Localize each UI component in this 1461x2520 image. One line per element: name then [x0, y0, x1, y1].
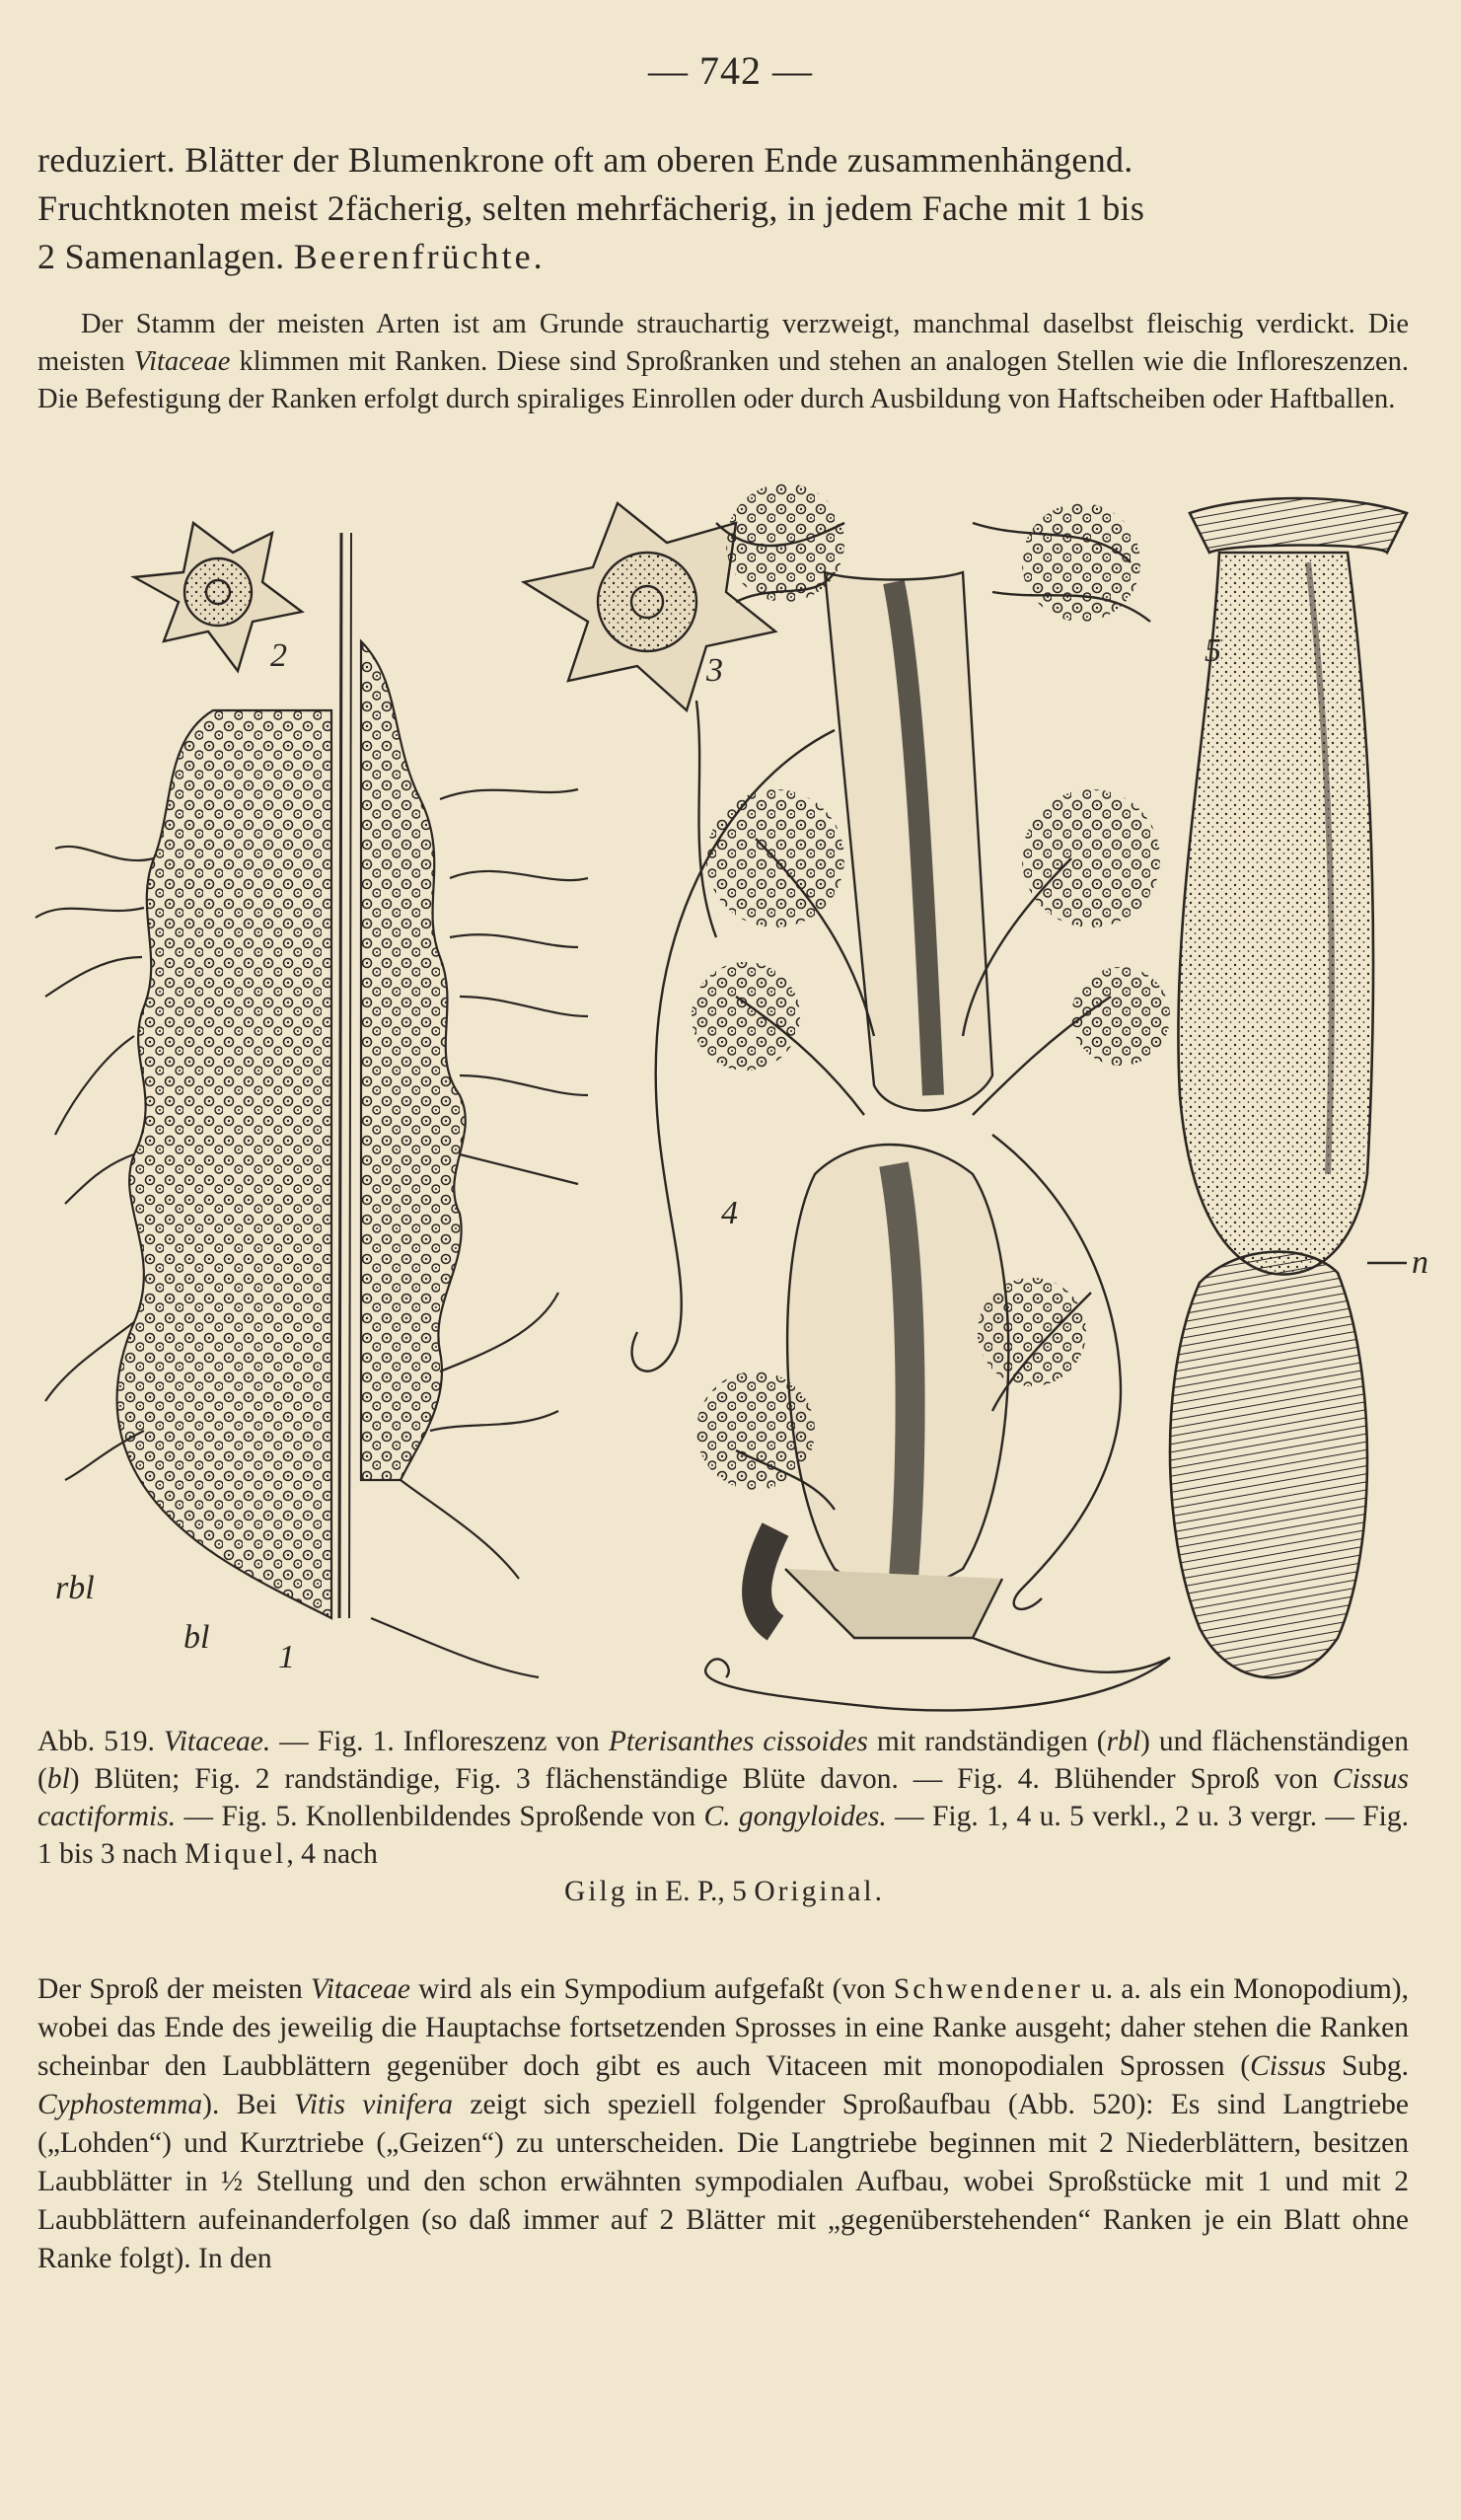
caption-original: Original	[754, 1876, 875, 1907]
caption-i5: Cissus cactiformis.	[37, 1763, 1409, 1832]
label-rbl: rbl	[55, 1570, 95, 1606]
caption-t1: Abb. 519.	[37, 1726, 164, 1757]
main-t2: wird als ein Sympodium aufgefaßt (von	[409, 1973, 894, 2005]
main-i4: Vitis vinifera	[294, 2089, 454, 2120]
main-t6: zeigt sich speziell folgender Sproßaufbau (Abb. 520): Es sind Langtriebe („Lohden“) und Kurztriebe („Geizen“) zu unterscheiden. Die Langtriebe beginnen mit 2 Niederblättern, besitzen Laubblätter in ½ Stellung und den schon erwähnten sympodialen Aufbau, wobei Sproßstücke mit 1 und mit 2 Laubblättern aufeinanderfolgen (so daß immer auf 2 Blätter mit „gegenüberstehenden“ Ranken je ein Blatt ohne Ranke folgt). In den	[37, 2089, 1410, 2274]
caption-t2: — Fig. 1. Infloreszenz von	[270, 1726, 609, 1757]
small-text-2: klimmen mit Ranken. Diese sind Sproßranken und stehen an analogen Stellen wie die Infloreszenzen. Die Befestigung der Ranken erfolgt durch spiraliges Einrollen oder durch Ausbildung von Haftscheiben oder Haftballen.	[37, 346, 1409, 414]
lead-line-3b: Beerenfrüchte.	[293, 237, 546, 276]
page-number: — 742 —	[648, 48, 813, 93]
botanical-illustration	[26, 483, 1436, 1727]
caption-author-miquel: Miquel	[184, 1838, 287, 1870]
main-t5: ). Bei	[202, 2089, 295, 2120]
caption-t6: — Fig. 5. Knollenbildendes Sproßende von	[176, 1801, 704, 1832]
label-fig-4: 4	[721, 1195, 738, 1231]
lead-paragraph	[37, 136, 1409, 281]
main-t4: Subg.	[1326, 2050, 1409, 2082]
label-fig-1: 1	[278, 1639, 295, 1675]
label-n: n	[1412, 1244, 1428, 1281]
figure-1-inflorescence	[36, 533, 588, 1677]
figure-5-tuber	[1170, 498, 1407, 1677]
caption-i2: Pterisanthes cissoides	[608, 1726, 868, 1757]
caption-i4: bl	[46, 1763, 70, 1795]
caption-i6: C. gongyloides.	[703, 1801, 887, 1832]
main-t3: u. a. als ein Monopodium), wobei das Ende des jeweilig die Hauptachse fortsetzenden Sprosses in eine Ranke ausgeht; daher stehen die Ranken scheinbar den Laubblättern gegenüber doch gibt es auch Vitaceen mit monopodialen Sprossen (	[37, 1973, 1409, 2082]
label-bl: bl	[183, 1619, 210, 1656]
small-paragraph	[37, 306, 1409, 418]
main-i2: Cissus	[1250, 2050, 1327, 2082]
caption-last-b: in E. P., 5	[627, 1876, 755, 1907]
caption-t7: — Fig. 1, 4 u. 5 verkl., 2 u. 3 vergr. — Fig. 1 bis 3 nach	[37, 1801, 1409, 1870]
label-fig-5: 5	[1205, 632, 1221, 669]
caption-i1: Vitaceae.	[163, 1726, 271, 1757]
caption-i3: rbl	[1106, 1726, 1141, 1757]
main-i1: Vitaceae	[310, 1973, 410, 2005]
lead-line-1: reduziert. Blätter der Blumenkrone oft am oberen Ende zusammenhängend.	[37, 140, 1133, 180]
caption-t8: , 4 nach	[286, 1838, 378, 1870]
label-fig-2: 2	[270, 637, 287, 674]
label-fig-3: 3	[706, 652, 723, 689]
caption-t3: mit randständigen (	[867, 1726, 1107, 1757]
caption-last-d: .	[874, 1876, 882, 1907]
caption-last-line	[37, 1873, 1409, 1910]
caption-t5: ) Blüten; Fig. 2 randständige, Fig. 3 flächenständige Blüte davon. — Fig. 4. Blühender Sproß von	[69, 1763, 1333, 1795]
main-t1: Der Sproß der meisten	[37, 1973, 311, 2005]
main-author-schwendener: Schwendener	[893, 1973, 1083, 2005]
small-text-1: Der Stamm der meisten Arten ist am Grunde strauchartig verzweigt, manchmal daselbst fleischig verdickt. Die meisten	[37, 309, 1409, 377]
main-paragraph	[37, 1970, 1409, 2278]
caption-author-gilg: Gilg	[564, 1876, 628, 1907]
figure-caption	[37, 1723, 1409, 1910]
lead-line-3a: 2 Samenanlagen.	[37, 237, 285, 276]
lead-line-2: Fruchtknoten meist 2fächerig, selten mehrfächerig, in jedem Fache mit 1 bis	[37, 188, 1145, 228]
caption-t4: ) und flächenständigen (	[37, 1726, 1410, 1795]
main-i3: Cyphostemma	[37, 2089, 203, 2120]
small-italic-1: Vitaceae	[133, 346, 231, 377]
